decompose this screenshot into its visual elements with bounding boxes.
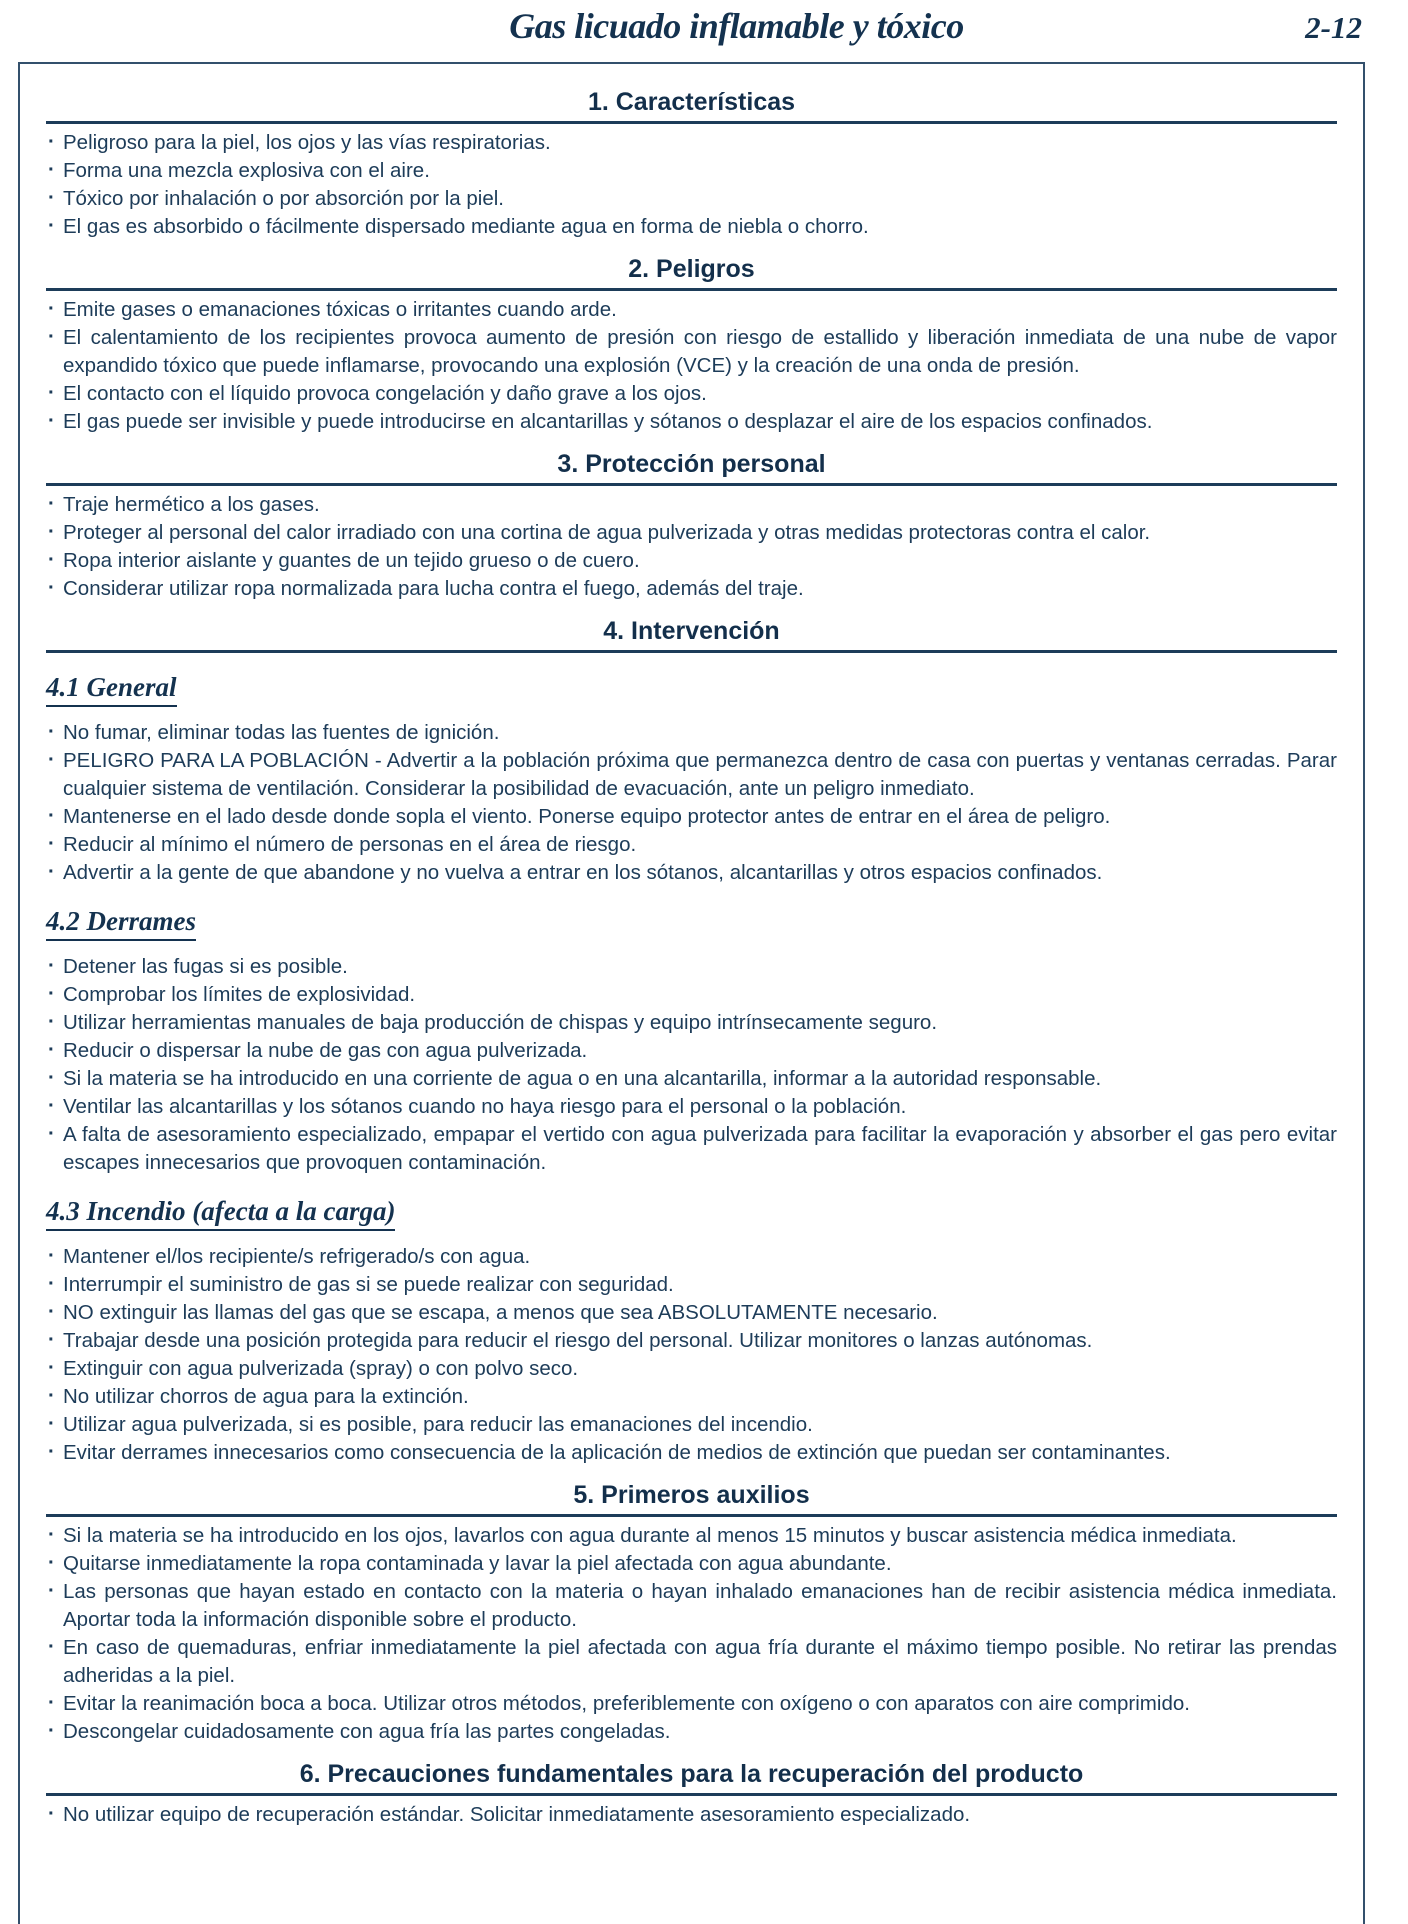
list-item-text: Mantenerse en el lado desde donde sopla el viento. Ponerse equipo protector antes de entrar en el área de peligro. xyxy=(63,805,1111,828)
bullet-marker: · xyxy=(48,1038,55,1061)
bullet-marker: · xyxy=(48,720,55,743)
list-item xyxy=(46,1411,1337,1439)
list-item-text: El gas es absorbido o fácilmente dispersado mediante agua en forma de niebla o chorro. xyxy=(63,215,869,238)
bullet-marker: · xyxy=(48,1551,55,1574)
bullet-marker: · xyxy=(48,214,55,237)
list-item-text: Ropa interior aislante y guantes de un tejido grueso o de cuero. xyxy=(63,549,640,572)
section-heading-6: 6. Precauciones fundamentales para la recuperación del producto xyxy=(299,1760,1084,1788)
list-item xyxy=(46,1009,1337,1037)
list-item-text: Detener las fugas si es posible. xyxy=(63,955,348,978)
bullet-list xyxy=(46,1522,1337,1746)
list-item-text: No utilizar equipo de recuperación estándar. Solicitar inmediatamente asesoramiento especializado. xyxy=(63,1803,971,1826)
list-item-text: Peligroso para la piel, los ojos y las vías respiratorias. xyxy=(63,131,551,154)
list-item-text: Emite gases o emanaciones tóxicas o irritantes cuando arde. xyxy=(63,298,617,321)
bullet-marker: · xyxy=(48,1122,55,1145)
list-item-text: Forma una mezcla explosiva con el aire. xyxy=(63,159,430,182)
list-item xyxy=(46,1522,1337,1550)
heading-rule xyxy=(46,650,1337,653)
list-item xyxy=(46,324,1337,380)
bullet-list xyxy=(46,1801,1337,1829)
list-item-text: Mantener el/los recipiente/s refrigerado/s con agua. xyxy=(63,1245,531,1268)
heading-rule xyxy=(46,121,1337,124)
heading-rule xyxy=(46,288,1337,291)
list-item xyxy=(46,719,1337,747)
list-item xyxy=(46,1550,1337,1578)
list-item xyxy=(46,803,1337,831)
document-body xyxy=(20,64,1363,1829)
section-4.3 xyxy=(46,1195,1337,1467)
list-item xyxy=(46,1243,1337,1271)
page-number: 2-12 xyxy=(1305,10,1362,45)
list-item-text: Utilizar agua pulverizada, si es posible, para reducir las emanaciones del incendio. xyxy=(63,1413,813,1436)
bullet-marker: · xyxy=(48,1440,55,1463)
list-item xyxy=(46,380,1337,408)
bullet-marker: · xyxy=(48,186,55,209)
list-item xyxy=(46,1093,1337,1121)
list-item xyxy=(46,547,1337,575)
bullet-marker: · xyxy=(48,130,55,153)
bullet-marker: · xyxy=(48,1300,55,1323)
list-item xyxy=(46,1121,1337,1177)
document-title: Gas licuado inflamable y tóxico xyxy=(509,6,964,46)
bullet-marker: · xyxy=(48,1094,55,1117)
bullet-marker: · xyxy=(48,409,55,432)
bullet-marker: · xyxy=(48,1523,55,1546)
bullet-list xyxy=(46,129,1337,241)
section-2 xyxy=(46,254,1337,436)
section-heading-5: 5. Primeros auxilios xyxy=(573,1481,810,1509)
list-item-text: A falta de asesoramiento especializado, empapar el vertido con agua pulverizada para facilitar la evaporación y absorber el gas pero evitar escapes innecesarios que provoquen contaminación. xyxy=(63,1123,1337,1174)
list-item-text: Si la materia se ha introducido en los ojos, lavarlos con agua durante al menos 15 minutos y buscar asistencia médica inmediata. xyxy=(63,1524,1237,1547)
bullet-marker: · xyxy=(48,1328,55,1351)
list-item xyxy=(46,1718,1337,1746)
list-item-text: Considerar utilizar ropa normalizada para lucha contra el fuego, además del traje. xyxy=(63,577,804,600)
list-item-text: Trabajar desde una posición protegida para reducir el riesgo del personal. Utilizar monitores o lanzas autónomas. xyxy=(63,1329,1093,1352)
section-3 xyxy=(46,449,1337,603)
list-item-text: Extinguir con agua pulverizada (spray) o con polvo seco. xyxy=(63,1357,579,1380)
section-heading-text: 4.3 Incendio (afecta a la carga) xyxy=(46,1195,395,1231)
section-4.1 xyxy=(46,671,1337,887)
list-item xyxy=(46,953,1337,981)
list-item xyxy=(46,1327,1337,1355)
list-item-text: El gas puede ser invisible y puede introducirse en alcantarillas y sótanos o desplazar el aire de los espacios confinados. xyxy=(63,410,1153,433)
bullet-marker: · xyxy=(48,325,55,348)
list-item-text: Comprobar los límites de explosividad. xyxy=(63,983,416,1006)
list-item xyxy=(46,1299,1337,1327)
bullet-marker: · xyxy=(48,1412,55,1435)
list-item xyxy=(46,575,1337,603)
section-heading-2: 2. Peligros xyxy=(628,255,755,283)
bullet-marker: · xyxy=(48,1579,55,1602)
heading-rule xyxy=(46,1793,1337,1796)
bullet-marker: · xyxy=(48,954,55,977)
list-item xyxy=(46,296,1337,324)
list-item xyxy=(46,213,1337,241)
list-item xyxy=(46,1578,1337,1634)
bullet-marker: · xyxy=(48,1691,55,1714)
section-heading-4.2 xyxy=(46,905,1337,941)
list-item-text: Interrumpir el suministro de gas si se puede realizar con seguridad. xyxy=(63,1273,674,1296)
list-item xyxy=(46,747,1337,803)
bullet-marker: · xyxy=(48,1719,55,1742)
list-item xyxy=(46,185,1337,213)
bullet-marker: · xyxy=(48,576,55,599)
bullet-list xyxy=(46,296,1337,436)
list-item xyxy=(46,491,1337,519)
bullet-marker: · xyxy=(48,1066,55,1089)
list-item-text: PELIGRO PARA LA POBLACIÓN - Advertir a la población próxima que permanezca dentro de casa con puertas y ventanas cerradas. Parar cualquier sistema de ventilación. Considerar la posibilidad de evacuación, ante un peligro inmediato. xyxy=(63,749,1337,800)
list-item-text: No fumar, eliminar todas las fuentes de ignición. xyxy=(63,721,500,744)
section-6 xyxy=(46,1759,1337,1829)
list-item-text: Reducir o dispersar la nube de gas con agua pulverizada. xyxy=(63,1039,588,1062)
section-heading-3: 3. Protección personal xyxy=(557,450,826,478)
list-item-text: Si la materia se ha introducido en una corriente de agua o en una alcantarilla, informar a la autoridad responsable. xyxy=(63,1067,1102,1090)
list-item xyxy=(46,1037,1337,1065)
section-heading-4.1 xyxy=(46,671,1337,707)
list-item xyxy=(46,129,1337,157)
content-box xyxy=(18,62,1365,1924)
list-item-text: Descongelar cuidadosamente con agua fría las partes congeladas. xyxy=(63,1720,671,1743)
bullet-marker: · xyxy=(48,748,55,771)
section-5 xyxy=(46,1480,1337,1746)
section-4.2 xyxy=(46,905,1337,1177)
list-item-text: Proteger al personal del calor irradiado con una cortina de agua pulverizada y otras medidas protectoras contra el calor. xyxy=(63,521,1151,544)
list-item xyxy=(46,157,1337,185)
bullet-marker: · xyxy=(48,1010,55,1033)
bullet-list xyxy=(46,491,1337,603)
bullet-marker: · xyxy=(48,381,55,404)
bullet-marker: · xyxy=(48,860,55,883)
list-item xyxy=(46,1271,1337,1299)
bullet-marker: · xyxy=(48,1635,55,1658)
list-item-text: No utilizar chorros de agua para la extinción. xyxy=(63,1385,469,1408)
bullet-marker: · xyxy=(48,1244,55,1267)
list-item-text: Ventilar las alcantarillas y los sótanos cuando no haya riesgo para el personal o la población. xyxy=(63,1095,907,1118)
list-item xyxy=(46,1383,1337,1411)
list-item-text: Quitarse inmediatamente la ropa contaminada y lavar la piel afectada con agua abundante. xyxy=(63,1552,892,1575)
bullet-marker: · xyxy=(48,520,55,543)
bullet-marker: · xyxy=(48,548,55,571)
bullet-marker: · xyxy=(48,1802,55,1825)
list-item-text: En caso de quemaduras, enfriar inmediatamente la piel afectada con agua fría durante el máximo tiempo posible. No retirar las prendas adheridas a la piel. xyxy=(63,1636,1337,1687)
list-item-text: Evitar derrames innecesarios como consecuencia de la aplicación de medios de extinción que puedan ser contaminantes. xyxy=(63,1441,1171,1464)
bullet-list xyxy=(46,953,1337,1177)
list-item-text: El calentamiento de los recipientes provoca aumento de presión con riesgo de estallido y liberación inmediata de una nube de vapor expandido tóxico que puede inflamarse, provocando una explosión (VCE) y la creación de una onda de presión. xyxy=(63,326,1337,377)
list-item-text: Reducir al mínimo el número de personas en el área de riesgo. xyxy=(63,833,637,856)
bullet-marker: · xyxy=(48,1272,55,1295)
bullet-marker: · xyxy=(48,1384,55,1407)
section-heading-4: 4. Intervención xyxy=(603,617,780,645)
bullet-marker: · xyxy=(48,982,55,1005)
list-item xyxy=(46,1634,1337,1690)
section-heading-4.3 xyxy=(46,1195,1337,1231)
list-item xyxy=(46,831,1337,859)
list-item xyxy=(46,1355,1337,1383)
list-item-text: Advertir a la gente de que abandone y no vuelva a entrar en los sótanos, alcantarillas y otros espacios confinados. xyxy=(63,861,1103,884)
bullet-list xyxy=(46,1243,1337,1467)
bullet-list xyxy=(46,719,1337,887)
list-item xyxy=(46,981,1337,1009)
heading-rule xyxy=(46,483,1337,486)
list-item xyxy=(46,1439,1337,1467)
list-item-text: Tóxico por inhalación o por absorción por la piel. xyxy=(63,187,505,210)
list-item xyxy=(46,1065,1337,1093)
bullet-marker: · xyxy=(48,158,55,181)
section-heading-text: 4.1 General xyxy=(46,671,177,707)
section-heading-text: 4.2 Derrames xyxy=(46,905,196,941)
list-item-text: NO extinguir las llamas del gas que se escapa, a menos que sea ABSOLUTAMENTE necesario. xyxy=(63,1301,938,1324)
section-heading-1: 1. Características xyxy=(587,88,796,116)
heading-rule xyxy=(46,1514,1337,1517)
list-item xyxy=(46,1801,1337,1829)
list-item-text: Evitar la reanimación boca a boca. Utilizar otros métodos, preferiblemente con oxígeno o con aparatos con aire comprimido. xyxy=(63,1692,1190,1715)
section-1 xyxy=(46,87,1337,241)
bullet-marker: · xyxy=(48,832,55,855)
bullet-marker: · xyxy=(48,804,55,827)
list-item-text: Traje hermético a los gases. xyxy=(63,493,320,516)
list-item xyxy=(46,1690,1337,1718)
bullet-marker: · xyxy=(48,297,55,320)
list-item xyxy=(46,859,1337,887)
list-item-text: Las personas que hayan estado en contacto con la materia o hayan inhalado emanaciones han de recibir asistencia médica inmediata. Aportar toda la información disponible sobre el producto. xyxy=(63,1580,1337,1631)
list-item-text: Utilizar herramientas manuales de baja producción de chispas y equipo intrínsecamente seguro. xyxy=(63,1011,938,1034)
section-4 xyxy=(46,616,1337,653)
bullet-marker: · xyxy=(48,492,55,515)
bullet-marker: · xyxy=(48,1356,55,1379)
list-item xyxy=(46,519,1337,547)
list-item xyxy=(46,408,1337,436)
list-item-text: El contacto con el líquido provoca congelación y daño grave a los ojos. xyxy=(63,382,707,405)
